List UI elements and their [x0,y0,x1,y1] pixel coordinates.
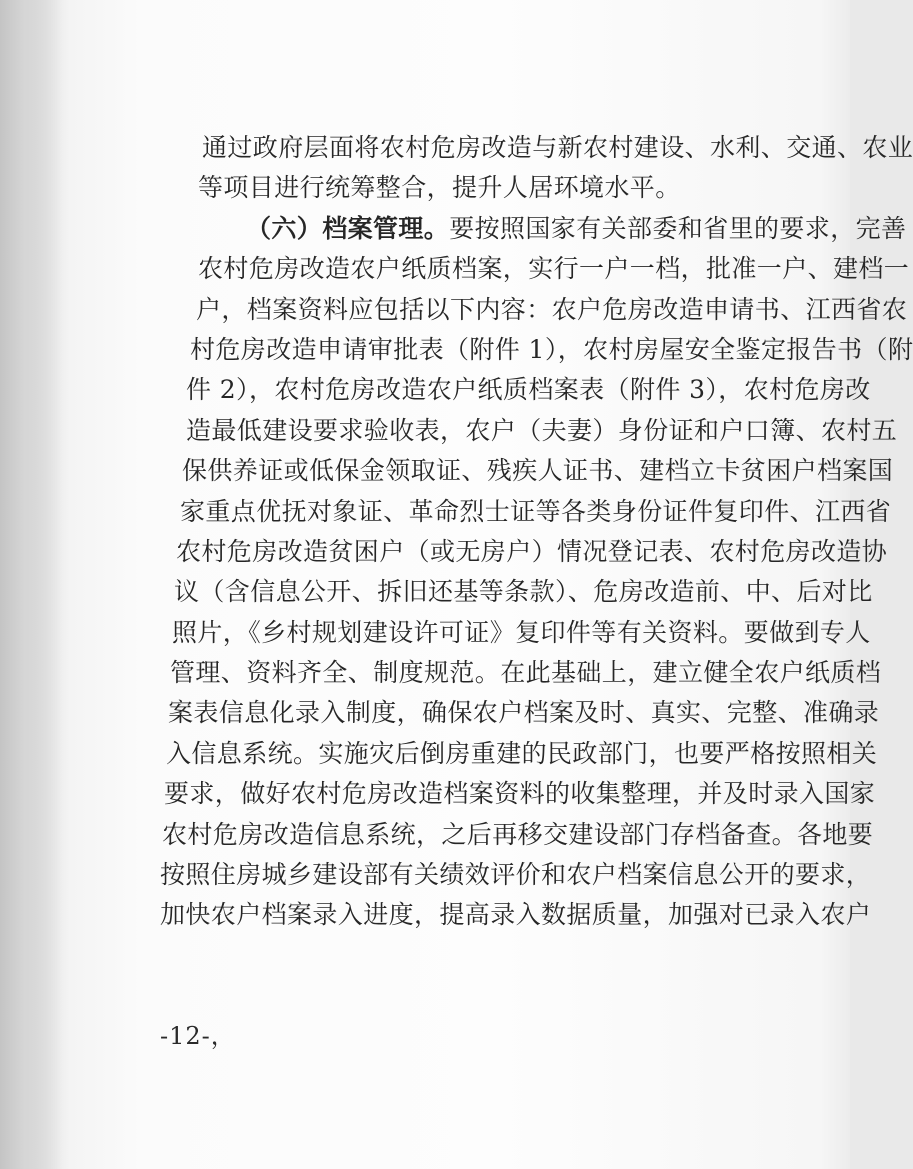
text-line: 造最低建设要求验收表，农户（夫妻）身份证和户口簿、农村五 [186,415,898,445]
text-line: 案表信息化录入制度，确保农户档案及时、真实、完整、准确录 [168,698,880,728]
section-heading: （六）档案管理。 [246,213,450,243]
text-line: 农村危房改造贫困户（或无房户）情况登记表、农村危房改造协 [176,536,888,566]
section-heading-text: 要按照国家有关部委和省里的要求，完善 [449,213,907,243]
text-line: 要求，做好农村危房改造档案资料的收集整理，并及时录入国家 [164,779,876,809]
page-number: -12-， [160,1022,236,1050]
text-line: 保供养证或低保金领取证、残疾人证书、建档立卡贫困户档案国 [182,456,894,486]
text-line: 等项目进行统筹整合，提升人居环境水平。 [198,173,681,203]
text-line: 农村危房改造信息系统，之后再移交建设部门存档备查。各地要 [162,819,874,849]
text-line: 农村危房改造农户纸质档案，实行一户一档，批准一户、建档一 [198,254,910,284]
text-line: 家重点优抚对象证、革命烈士证等各类身份证件复印件、江西省 [180,496,892,526]
text-line: 加快农户档案录入进度，提高录入数据质量，加强对已录入农户 [160,900,872,930]
text-line: 件 2），农村危房改造农户纸质档案表（附件 3），农村危房改 [186,375,871,405]
text-line: 户，档案资料应包括以下内容：农户危房改造申请书、江西省农 [196,294,908,324]
text-line: 通过政府层面将农村危房改造与新农村建设、水利、交通、农业 [202,133,913,162]
section-heading-line [158,209,907,249]
scan-shadow [0,0,62,1169]
text-line: 照片，《乡村规划建设许可证》复印件等有关资料。要做到专人 [172,617,871,647]
text-line: 管理、资料齐全、制度规范。在此基础上，建立健全农户纸质档 [170,658,882,688]
document-body [158,128,913,936]
text-line: 村危房改造申请审批表（附件 1），农村房屋安全鉴定报告书（附 [190,334,913,364]
text-line: 议（含信息公开、拆旧还基等条款）、危房改造前、中、后对比 [174,577,873,607]
text-line: 按照住房城乡建设部有关绩效评价和农户档案信息公开的要求， [160,860,872,890]
text-line: 入信息系统。实施灾后倒房重建的民政部门，也要严格按照相关 [166,738,878,768]
